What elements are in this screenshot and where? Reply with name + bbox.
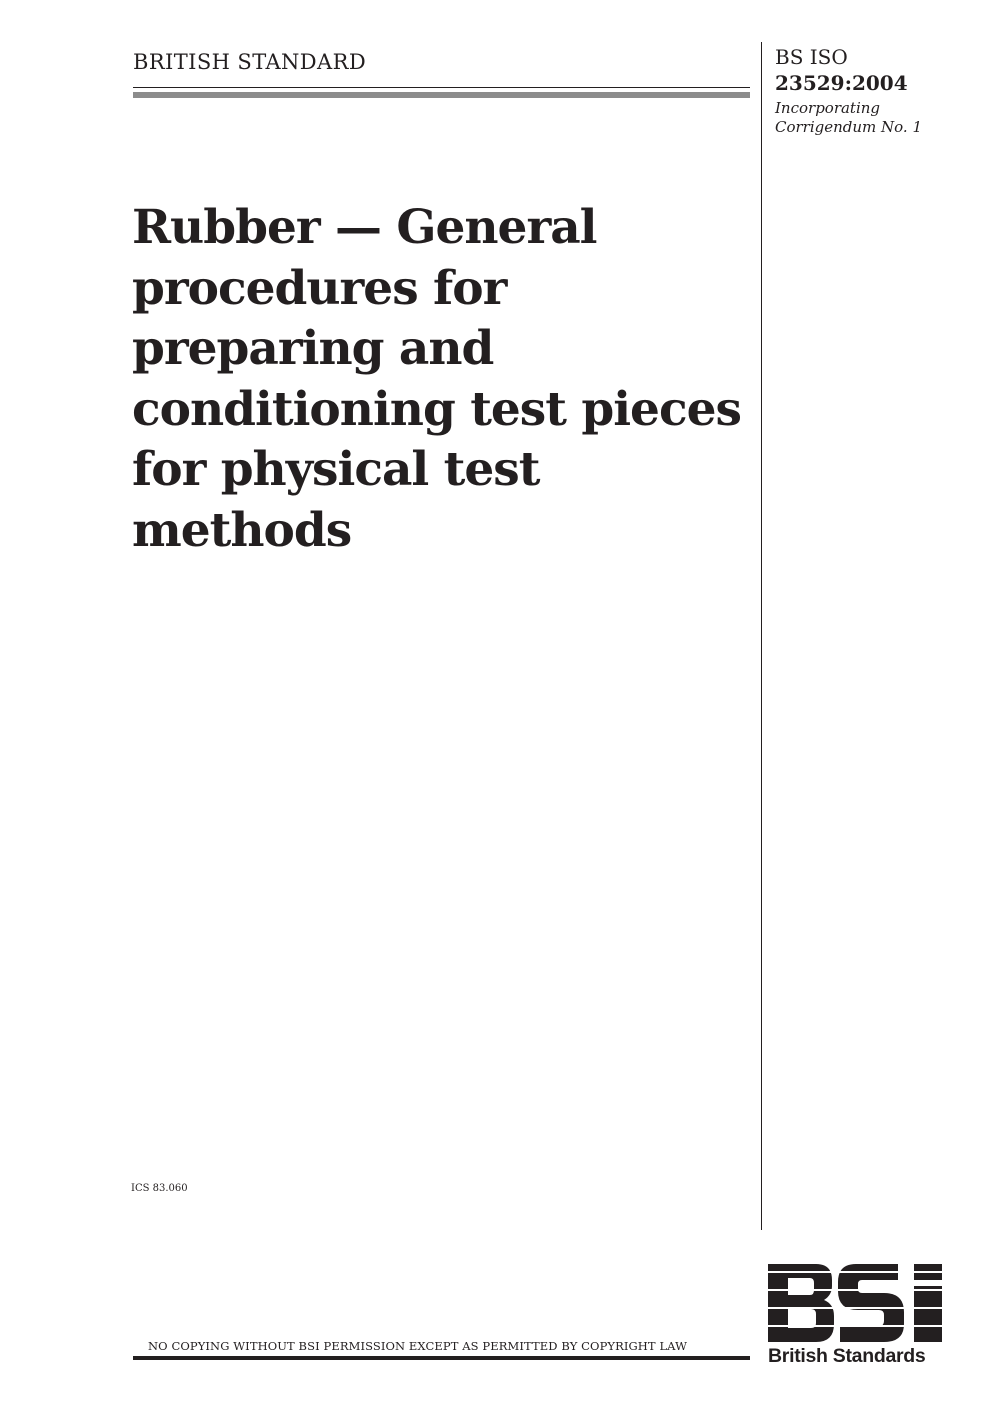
header-thin-rule [133, 87, 750, 88]
standard-number-code: 23529:2004 [775, 71, 908, 95]
incorporating-note [775, 99, 922, 137]
incorporating-line-2: Corrigendum No. 1 [775, 118, 923, 136]
standard-number [775, 44, 908, 96]
document-header-label: BRITISH STANDARD [133, 50, 367, 74]
standard-number-prefix: BS ISO [775, 45, 848, 69]
ics-code: ICS 83.060 [131, 1183, 188, 1194]
sidebar-divider [761, 42, 762, 1230]
header-rule [133, 92, 750, 98]
title-line: procedures for [132, 260, 507, 316]
incorporating-line-1: Incorporating [775, 99, 881, 117]
document-title [132, 198, 752, 561]
bsi-logo-caption: British Standards [768, 1345, 926, 1367]
copyright-notice: NO COPYING WITHOUT BSI PERMISSION EXCEPT AS PERMITTED BY COPYRIGHT LAW [148, 1339, 688, 1353]
title-line: methods [132, 502, 352, 558]
title-line: conditioning test pieces [132, 381, 741, 437]
title-line: preparing and [132, 321, 494, 376]
title-line: for physical test [132, 442, 540, 497]
title-line: Rubber — General [132, 200, 597, 255]
footer-rule [133, 1356, 750, 1360]
